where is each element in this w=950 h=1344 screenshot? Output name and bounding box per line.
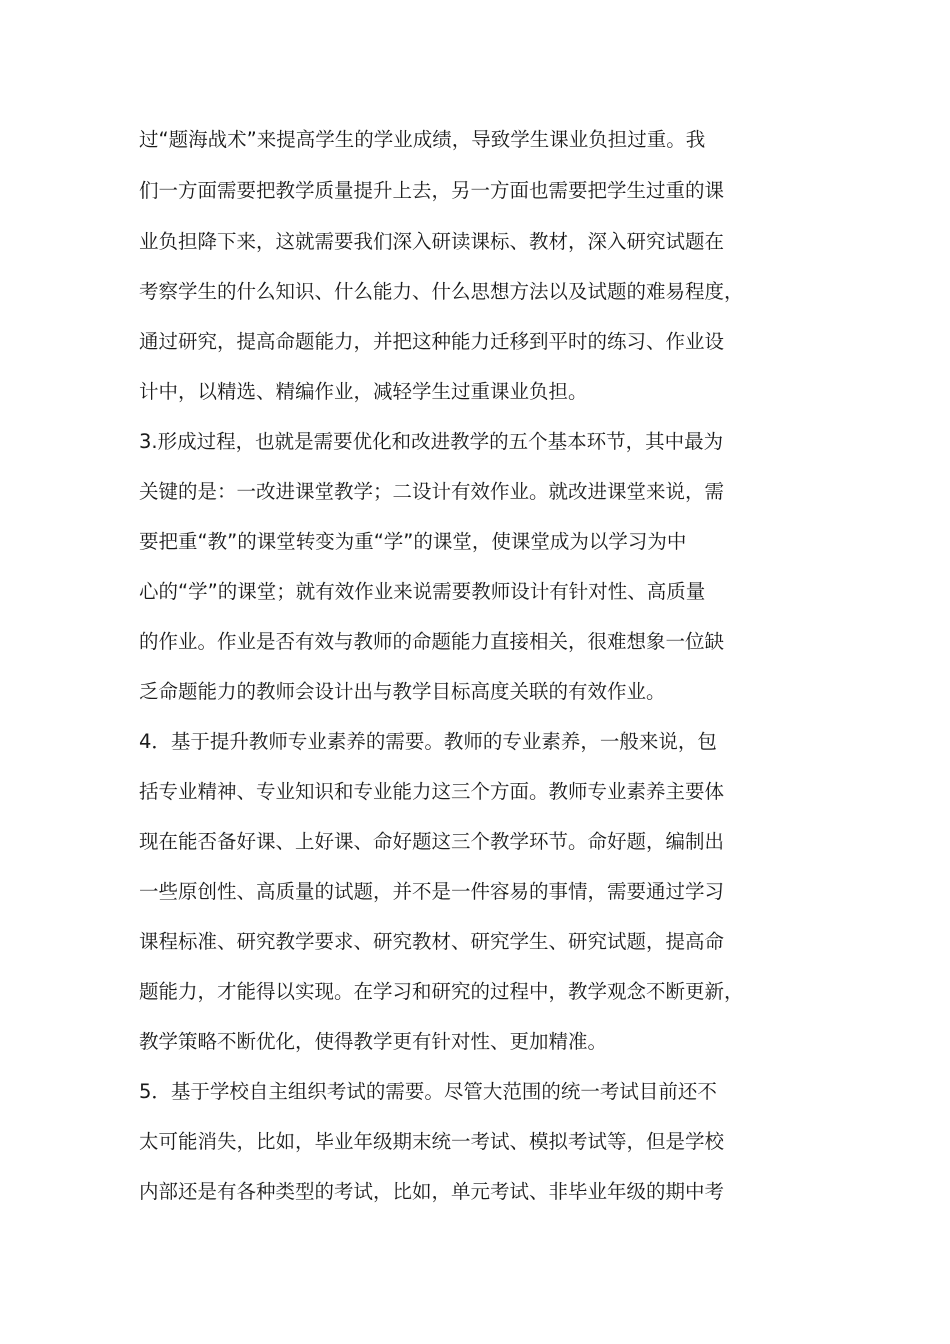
text-line: 教学策略不断优化，使得教学更有针对性、更加精准。 (139, 1030, 608, 1053)
text-line: 心的“学”的课堂；就有效作业来说需要教师设计有针对性、高质量 (139, 580, 706, 603)
text-line: 业负担降下来，这就需要我们深入研读课标、教材，深入研究试题在 (139, 230, 725, 253)
text-line: 题能力，才能得以实现。在学习和研究的过程中，教学观念不断更新， (139, 980, 744, 1003)
text-line: 太可能消失，比如，毕业年级期末统一考试、模拟考试等，但是学校 (139, 1130, 725, 1153)
text-line: 考察学生的什么知识、什么能力、什么思想方法以及试题的难易程度， (139, 280, 744, 303)
text-line: 乏命题能力的教师会设计出与教学目标高度关联的有效作业。 (139, 680, 666, 703)
text-line: 的作业。作业是否有效与教师的命题能力直接相关，很难想象一位缺 (139, 630, 725, 653)
text-line: 括专业精神、专业知识和专业能力这三个方面。教师专业素养主要体 (139, 780, 725, 803)
text-line: 一些原创性、高质量的试题，并不是一件容易的事情，需要通过学习 (139, 880, 725, 903)
text-line: 计中，以精选、精编作业，减轻学生过重课业负担。 (139, 380, 588, 403)
text-line: 过“题海战术”来提高学生的学业成绩，导致学生课业负担过重。我 (139, 128, 706, 151)
text-line: 关键的是：一改进课堂教学；二设计有效作业。就改进课堂来说，需 (139, 480, 725, 503)
text-line: 现在能否备好课、上好课、命好题这三个教学环节。命好题，编制出 (139, 830, 725, 853)
text-line: 要把重“教”的课堂转变为重“学”的课堂，使课堂成为以学习为中 (139, 530, 687, 553)
text-line: 课程标准、研究教学要求、研究教材、研究学生、研究试题，提高命 (139, 930, 725, 953)
text-line: 内部还是有各种类型的考试，比如，单元考试、非毕业年级的期中考 (139, 1180, 725, 1203)
text-line: 们一方面需要把教学质量提升上去，另一方面也需要把学生过重的课 (139, 179, 725, 202)
text-line: 通过研究，提高命题能力，并把这种能力迁移到平时的练习、作业设 (139, 330, 725, 353)
text-line: 5．基于学校自主组织考试的需要。尽管大范围的统一考试目前还不 (139, 1080, 717, 1103)
text-line: 4．基于提升教师专业素养的需要。教师的专业素养，一般来说，包 (139, 730, 717, 753)
text-line: 3.形成过程，也就是需要优化和改进教学的五个基本环节，其中最为 (139, 430, 724, 453)
